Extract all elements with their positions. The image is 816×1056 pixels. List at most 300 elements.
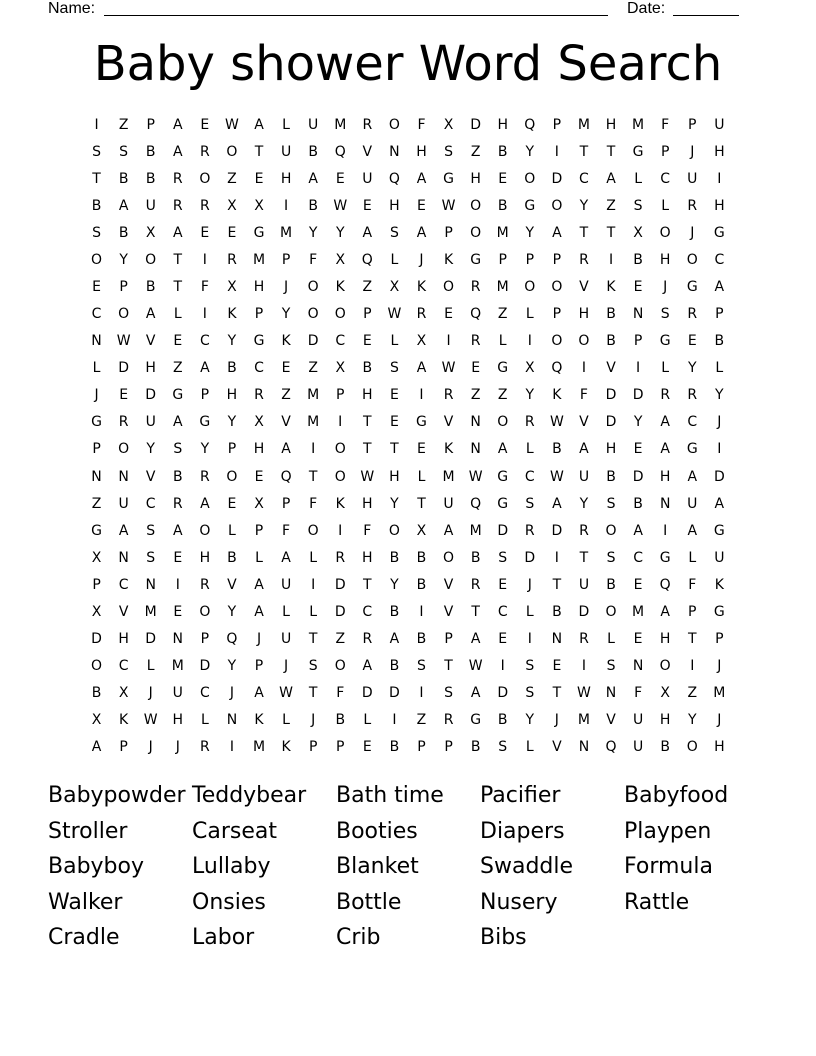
grid-letter: O xyxy=(388,522,400,539)
grid-letter: O xyxy=(524,170,536,187)
grid-letter: R xyxy=(579,631,589,648)
grid-letter: H xyxy=(362,495,373,512)
grid-letter: A xyxy=(416,170,427,187)
grid-letter: B xyxy=(606,468,616,485)
grid-letter: B xyxy=(118,170,129,187)
grid-letter: E xyxy=(633,441,643,458)
grid-letter: S xyxy=(146,522,156,539)
grid-letter: B xyxy=(227,549,237,566)
grid-letter: H xyxy=(416,143,427,160)
grid-letter: M xyxy=(496,224,509,241)
grid-letter: P xyxy=(417,739,426,756)
grid-letter: U xyxy=(687,495,698,512)
word-list-item: Stroller xyxy=(48,818,128,844)
grid-letter: Y xyxy=(390,576,399,593)
grid-letter: S xyxy=(444,685,453,702)
grid-letter: F xyxy=(688,576,697,593)
grid-letter: C xyxy=(362,603,373,620)
grid-letter: H xyxy=(659,631,671,648)
grid-letter: M xyxy=(496,279,509,295)
grid-letter: L xyxy=(498,333,507,350)
grid-letter: A xyxy=(416,360,427,377)
grid-letter: Y xyxy=(715,387,724,404)
grid-letter: E xyxy=(498,576,508,593)
grid-letter: G xyxy=(416,414,427,431)
grid-letter: R xyxy=(118,414,129,431)
grid-letter: J xyxy=(717,712,722,729)
grid-letter: A xyxy=(660,414,670,431)
grid-letter: R xyxy=(443,387,454,404)
grid-letter: Y xyxy=(525,143,535,160)
grid-letter: P xyxy=(363,306,372,323)
grid-letter: B xyxy=(91,197,102,214)
grid-letter: A xyxy=(362,658,373,675)
grid-letter: B xyxy=(416,549,427,566)
grid-letter: V xyxy=(118,603,129,620)
word-list-item: Walker xyxy=(48,889,123,915)
grid-letter: C xyxy=(145,495,156,512)
grid-letter: D xyxy=(551,170,563,187)
grid-letter: D xyxy=(334,603,346,620)
grid-letter: P xyxy=(552,306,562,323)
grid-letter: E xyxy=(173,549,183,566)
grid-letter: E xyxy=(335,170,345,187)
grid-letter: E xyxy=(362,739,372,756)
grid-letter: H xyxy=(280,170,292,187)
grid-letter: D xyxy=(605,414,617,431)
grid-letter: N xyxy=(551,631,563,648)
grid-letter: B xyxy=(335,712,346,729)
grid-letter: G xyxy=(659,333,671,350)
grid-letter: S xyxy=(146,549,156,566)
grid-letter: E xyxy=(471,360,481,377)
grid-letter: Q xyxy=(361,251,373,268)
grid-letter: H xyxy=(389,468,400,485)
grid-letter: H xyxy=(497,116,508,133)
word-list-item: Bibs xyxy=(480,925,527,951)
grid-letter: P xyxy=(336,739,345,756)
grid-letter: J xyxy=(663,279,668,295)
grid-letter: H xyxy=(470,170,481,187)
word-list-item: Crib xyxy=(336,925,381,951)
grid-letter: I xyxy=(527,631,532,648)
grid-letter: P xyxy=(254,522,264,539)
grid-letter: X xyxy=(633,224,643,241)
grid-letter: P xyxy=(688,116,697,133)
grid-letter: P xyxy=(92,441,101,458)
grid-letter: H xyxy=(172,712,184,729)
grid-letter: Z xyxy=(118,116,129,133)
grid-letter: J xyxy=(690,143,695,160)
grid-letter: N xyxy=(659,495,671,512)
word-list-item: Teddybear xyxy=(192,783,307,808)
grid-letter: N xyxy=(578,739,590,756)
grid-letter: V xyxy=(606,360,616,377)
grid-letter: T xyxy=(579,549,589,566)
grid-letter: W xyxy=(468,658,483,675)
grid-letter: Q xyxy=(226,631,238,648)
grid-letter: G xyxy=(713,522,725,539)
grid-letter: B xyxy=(497,197,508,214)
grid-letter: P xyxy=(444,631,453,648)
grid-letter: L xyxy=(282,712,290,729)
grid-letter: Z xyxy=(91,495,102,512)
grid-letter: U xyxy=(145,414,156,431)
grid-letter: D xyxy=(632,468,644,485)
grid-letter: R xyxy=(199,739,210,756)
grid-letter: V xyxy=(443,603,454,620)
grid-letter: I xyxy=(311,441,316,458)
grid-letter: O xyxy=(443,279,455,295)
grid-letter: R xyxy=(687,387,698,404)
grid-letter: R xyxy=(227,251,237,268)
grid-letter: D xyxy=(118,360,129,377)
grid-letter: J xyxy=(717,414,722,431)
grid-letter: K xyxy=(714,576,724,593)
grid-letter: Y xyxy=(579,197,589,214)
grid-letter: N xyxy=(389,143,400,160)
grid-letter: I xyxy=(175,576,180,593)
grid-letter: L xyxy=(282,603,290,620)
grid-letter: S xyxy=(633,197,643,214)
grid-letter: U xyxy=(145,197,156,214)
grid-letter: H xyxy=(714,197,725,214)
grid-letter: A xyxy=(633,522,643,539)
grid-letter: R xyxy=(687,197,698,214)
grid-letter: E xyxy=(498,631,508,648)
grid-letter: G xyxy=(199,414,211,431)
grid-letter: N xyxy=(172,631,184,648)
grid-letter: K xyxy=(552,387,562,404)
grid-letter: P xyxy=(254,658,264,675)
grid-letter: G xyxy=(713,224,725,241)
grid-letter: P xyxy=(281,251,291,268)
grid-letter: W xyxy=(441,360,456,377)
grid-letter: P xyxy=(281,495,291,512)
grid-letter: S xyxy=(606,549,616,566)
grid-letter: Y xyxy=(227,603,237,620)
grid-letter: G xyxy=(686,279,698,295)
grid-letter: O xyxy=(686,251,698,268)
grid-letter: N xyxy=(91,333,102,350)
grid-letter: B xyxy=(91,685,102,702)
grid-letter: U xyxy=(308,116,319,133)
grid-letter: L xyxy=(661,360,670,377)
grid-letter: S xyxy=(308,658,318,675)
grid-letter: G xyxy=(713,603,725,620)
grid-letter: W xyxy=(549,468,564,485)
grid-letter: I xyxy=(527,333,532,350)
grid-letter: G xyxy=(470,712,482,729)
grid-letter: R xyxy=(199,576,210,593)
grid-letter: G xyxy=(172,387,184,404)
word-list-item: Babyfood xyxy=(624,783,729,808)
grid-letter: O xyxy=(307,306,319,323)
grid-letter: H xyxy=(659,468,671,485)
grid-letter: G xyxy=(91,522,102,539)
grid-letter: F xyxy=(309,251,318,268)
grid-letter: P xyxy=(227,441,237,458)
grid-letter: W xyxy=(116,333,131,350)
grid-letter: P xyxy=(525,251,535,268)
word-list-item: Babyboy xyxy=(48,854,145,880)
grid-letter: T xyxy=(173,251,183,268)
grid-letter: O xyxy=(605,522,617,539)
grid-letter: N xyxy=(470,414,481,431)
grid-letter: K xyxy=(416,279,427,295)
grid-letter: M xyxy=(252,739,266,756)
grid-letter: E xyxy=(633,279,643,295)
grid-letter: D xyxy=(145,631,157,648)
word-list-item: Babypowder xyxy=(48,783,186,808)
grid-letter: Z xyxy=(172,360,183,377)
grid-letter: B xyxy=(145,143,156,160)
grid-letter: A xyxy=(172,522,183,539)
grid-letter: D xyxy=(632,387,644,404)
grid-letter: N xyxy=(118,468,129,485)
grid-letter: X xyxy=(389,279,400,295)
grid-letter: P xyxy=(715,306,724,323)
grid-letter: C xyxy=(687,414,698,431)
word-list-item: Pacifier xyxy=(480,783,561,808)
grid-letter: B xyxy=(552,603,562,620)
grid-letter: M xyxy=(442,468,455,485)
grid-letter: B xyxy=(118,224,129,241)
grid-letter: B xyxy=(416,631,427,648)
grid-letter: A xyxy=(254,116,264,133)
grid-letter: P xyxy=(200,631,210,648)
grid-letter: E xyxy=(227,224,237,241)
grid-letter: F xyxy=(200,279,209,295)
grid-letter: E xyxy=(362,197,372,214)
grid-letter: P xyxy=(552,251,562,268)
grid-letter: E xyxy=(173,603,183,620)
grid-letter: A xyxy=(470,685,481,702)
grid-letter: H xyxy=(362,387,373,404)
grid-letter: R xyxy=(199,197,210,214)
grid-letter: M xyxy=(307,414,320,431)
grid-letter: R xyxy=(687,306,698,323)
grid-letter: V xyxy=(579,279,589,295)
grid-letter: U xyxy=(714,116,725,133)
grid-letter: E xyxy=(227,495,237,512)
grid-letter: A xyxy=(145,306,156,323)
grid-letter: Q xyxy=(605,739,617,756)
grid-letter: A xyxy=(579,441,589,458)
grid-letter: G xyxy=(686,441,698,458)
grid-letter: A xyxy=(200,495,210,512)
grid-letter: R xyxy=(335,549,346,566)
grid-letter: E xyxy=(633,576,643,593)
grid-letter: D xyxy=(713,468,725,485)
grid-letter: A xyxy=(91,739,102,756)
word-list-item: Lullaby xyxy=(192,854,271,880)
grid-letter: M xyxy=(577,116,590,133)
grid-letter: S xyxy=(525,685,535,702)
grid-letter: Y xyxy=(308,224,318,241)
grid-letter: L xyxy=(525,739,534,756)
grid-letter: P xyxy=(119,739,128,756)
grid-letter: P xyxy=(633,333,643,350)
grid-letter: T xyxy=(363,414,372,431)
grid-letter: A xyxy=(118,522,129,539)
grid-letter: R xyxy=(470,333,481,350)
grid-letter: L xyxy=(417,468,426,485)
grid-letter: G xyxy=(632,143,644,160)
grid-letter: J xyxy=(311,712,316,729)
grid-letter: X xyxy=(254,197,264,214)
grid-letter: O xyxy=(226,143,238,160)
grid-letter: Z xyxy=(227,170,237,187)
grid-letter: C xyxy=(579,170,589,187)
grid-letter: A xyxy=(714,495,725,512)
grid-letter: H xyxy=(578,306,590,323)
grid-letter: P xyxy=(254,306,264,323)
grid-letter: J xyxy=(148,685,153,702)
grid-letter: T xyxy=(579,143,589,160)
grid-letter: T xyxy=(444,658,453,675)
grid-letter: N xyxy=(470,441,481,458)
grid-letter: R xyxy=(199,143,210,160)
grid-letter: D xyxy=(199,658,211,675)
grid-letter: B xyxy=(416,576,427,593)
grid-letter: T xyxy=(471,603,480,620)
grid-letter: K xyxy=(227,306,237,323)
date-blank-line xyxy=(673,15,739,16)
grid-letter: M xyxy=(307,387,320,404)
grid-letter: W xyxy=(549,414,564,431)
grid-letter: W xyxy=(279,685,293,702)
grid-letter: D xyxy=(334,576,346,593)
page-title: Baby shower Word Search xyxy=(93,36,723,92)
grid-letter: A xyxy=(308,170,318,187)
grid-letter: D xyxy=(91,631,102,648)
grid-letter: E xyxy=(254,468,264,485)
grid-letter: H xyxy=(362,549,373,566)
grid-letter: E xyxy=(200,116,210,133)
grid-letter: Y xyxy=(335,224,345,241)
grid-letter: C xyxy=(91,306,102,323)
grid-letter: E xyxy=(281,360,291,377)
grid-letter: A xyxy=(416,224,427,241)
grid-letter: V xyxy=(579,414,589,431)
grid-letter: C xyxy=(254,360,264,377)
grid-letter: X xyxy=(443,116,454,133)
word-list-item: Blanket xyxy=(336,854,419,880)
grid-letter: R xyxy=(524,414,535,431)
grid-letter: O xyxy=(659,658,671,675)
grid-letter: P xyxy=(660,143,670,160)
grid-letter: R xyxy=(172,170,183,187)
grid-letter: O xyxy=(470,197,482,214)
grid-letter: R xyxy=(579,251,589,268)
grid-letter: B xyxy=(633,251,643,268)
grid-letter: D xyxy=(361,685,373,702)
grid-letter: R xyxy=(660,387,671,404)
grid-letter: J xyxy=(554,712,559,729)
grid-letter: E xyxy=(362,333,372,350)
grid-letter: A xyxy=(172,143,183,160)
word-list-item: Formula xyxy=(624,854,713,880)
grid-letter: O xyxy=(334,306,346,323)
grid-letter: W xyxy=(441,197,456,214)
grid-letter: T xyxy=(417,495,426,512)
grid-letter: T xyxy=(308,685,318,702)
grid-letter: O xyxy=(118,441,130,458)
grid-letter: B xyxy=(308,197,318,214)
grid-letter: Y xyxy=(119,251,128,268)
grid-letter: N xyxy=(145,576,156,593)
grid-letter: L xyxy=(309,603,318,620)
grid-letter: I xyxy=(202,251,207,268)
grid-letter: A xyxy=(660,441,670,458)
grid-letter: K xyxy=(281,739,291,756)
grid-letter: T xyxy=(363,576,372,593)
grid-letter: P xyxy=(688,603,697,620)
grid-letter: O xyxy=(91,251,103,268)
grid-letter: Z xyxy=(281,387,291,404)
grid-letter: A xyxy=(254,576,264,593)
word-list-item: Bottle xyxy=(336,889,402,915)
grid-letter: O xyxy=(145,251,157,268)
grid-letter: Z xyxy=(470,143,481,160)
grid-letter: G xyxy=(443,170,454,187)
grid-letter: H xyxy=(226,387,238,404)
grid-letter: B xyxy=(606,576,616,593)
grid-letter: H xyxy=(199,549,211,566)
grid-letter: D xyxy=(497,522,509,539)
grid-letter: G xyxy=(497,495,509,512)
grid-letter: B xyxy=(172,468,183,485)
grid-letter: I xyxy=(338,414,343,431)
word-list-item: Cradle xyxy=(48,925,120,951)
grid-letter: X xyxy=(335,251,346,268)
grid-letter: V xyxy=(552,739,562,756)
grid-letter: Q xyxy=(659,576,671,593)
grid-letter: I xyxy=(581,658,587,675)
grid-letter: O xyxy=(551,333,563,350)
grid-letter: U xyxy=(714,549,725,566)
grid-letter: S xyxy=(498,739,508,756)
grid-letter: E xyxy=(444,306,453,323)
grid-letter: H xyxy=(253,279,265,295)
grid-letter: Y xyxy=(146,441,155,458)
grid-letter: T xyxy=(390,441,399,458)
grid-letter: J xyxy=(175,739,180,756)
grid-letter: K xyxy=(335,279,345,295)
grid-letter: O xyxy=(551,279,563,295)
grid-letter: Z xyxy=(606,197,616,214)
grid-letter: H xyxy=(605,116,617,133)
grid-letter: R xyxy=(172,197,183,214)
grid-letter: M xyxy=(469,522,482,539)
grid-letter: I xyxy=(419,685,424,702)
grid-letter: B xyxy=(308,143,318,160)
grid-letter: X xyxy=(91,549,102,566)
grid-letter: E xyxy=(200,224,210,241)
grid-letter: B xyxy=(389,658,400,675)
grid-letter: H xyxy=(389,197,400,214)
date-label: Date: xyxy=(627,0,666,17)
grid-letter: I xyxy=(636,360,641,377)
grid-letter: A xyxy=(172,414,183,431)
word-list-item: Bath time xyxy=(336,783,444,808)
grid-letter: B xyxy=(470,739,481,756)
grid-letter: G xyxy=(497,360,509,377)
grid-letter: D xyxy=(605,387,617,404)
grid-letter: V xyxy=(227,576,237,593)
grid-letter: I xyxy=(419,387,424,404)
